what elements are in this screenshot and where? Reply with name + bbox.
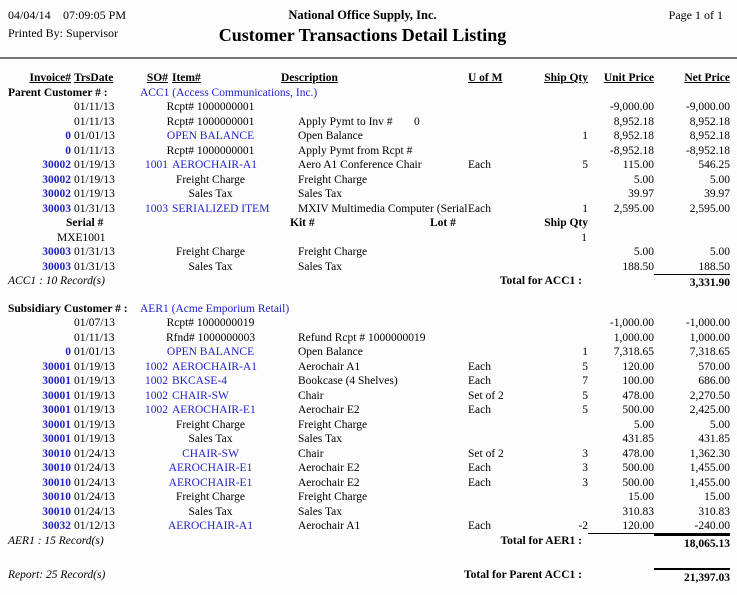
cell-netprice: 2,425.00 (689, 404, 730, 416)
cell-description: Apply Pymt to Inv # 0 (298, 115, 420, 128)
transaction-row (8, 316, 737, 331)
cell-uofm: Each (468, 476, 491, 489)
customer-id: AER1 (Acme Emporium Retail) (140, 302, 290, 315)
cell-description: Refund Rcpt # 1000000019 (298, 331, 426, 344)
cell-trsdate: 01/19/13 (74, 159, 115, 171)
group-total-amount: 18,065.13 (654, 534, 730, 552)
cell-invoice (8, 100, 71, 115)
cell-invoice: 30003 (42, 260, 71, 273)
transaction-groups (8, 86, 737, 549)
cell-netprice: 686.00 (698, 375, 730, 387)
cell-item: Rcpt# 1000000001 (166, 115, 255, 128)
cell-netprice: 310.83 (698, 505, 730, 518)
cell-trsdate: 01/01/13 (74, 346, 115, 358)
group-record-count: ACC1 : 10 Record(s) (8, 275, 105, 287)
cell-description: Aerochair E2 (298, 462, 360, 474)
cell-shipqty: 5 (582, 404, 588, 416)
transaction-row (8, 447, 737, 462)
transaction-row (8, 144, 737, 159)
cell-item: BKCASE-4 (172, 375, 227, 387)
cell-unitprice: -9,000.00 (609, 101, 654, 113)
cell-invoice: 30010 (42, 476, 71, 489)
cell-uofm: Each (468, 404, 491, 416)
cell-item: Rcpt# 1000000001 (166, 101, 255, 113)
transaction-row (8, 245, 737, 260)
cell-trsdate: 01/19/13 (74, 173, 115, 186)
cell-unitprice: 5.00 (633, 418, 654, 431)
cell-uofm (468, 316, 524, 331)
cell-item: OPEN BALANCE (166, 130, 255, 142)
report-footer-row (8, 568, 737, 583)
cell-uofm (468, 505, 524, 520)
cell-unitprice: 100.00 (622, 375, 654, 387)
cell-unitprice: 188.50 (622, 260, 654, 273)
cell-shipqty (524, 432, 588, 447)
cell-item: AEROCHAIR-A1 (168, 520, 253, 532)
cell-uofm (468, 432, 524, 447)
cell-description: MXIV Multimedia Computer (Serial (298, 202, 468, 215)
transaction-row (8, 100, 737, 115)
cell-netprice: 188.50 (698, 260, 730, 273)
cell-netprice: -8,952.18 (685, 144, 730, 157)
cell-trsdate: 01/11/13 (74, 115, 115, 128)
cell-uofm: Set of 2 (468, 447, 504, 460)
col-invoice: Invoice# (29, 72, 71, 84)
transaction-row (8, 476, 737, 491)
cell-shipqty (524, 245, 588, 260)
transaction-row (8, 360, 737, 375)
cell-invoice: 30002 (42, 159, 71, 171)
transaction-row (8, 374, 737, 389)
cell-uofm: Each (468, 375, 491, 387)
cell-item: OPEN BALANCE (166, 346, 255, 358)
cell-trsdate: 01/31/13 (74, 202, 115, 215)
cell-unitprice: 500.00 (622, 476, 654, 489)
cell-shipqty (524, 418, 588, 433)
cell-unitprice: 500.00 (622, 462, 654, 474)
cell-netprice: -240.00 (654, 519, 730, 534)
cell-trsdate: 01/24/13 (74, 491, 115, 503)
cell-item: AEROCHAIR-E1 (168, 476, 253, 489)
report-total-amount: 21,397.03 (654, 568, 730, 586)
transaction-row (8, 115, 737, 130)
cell-description: Aerochair A1 (298, 520, 361, 532)
cell-shipqty (524, 505, 588, 520)
cell-shipqty (524, 331, 588, 346)
cell-invoice: 0 (65, 144, 71, 157)
transaction-row (8, 505, 737, 520)
report-header (8, 0, 737, 71)
cell-so: 1003 (145, 202, 168, 215)
cell-unitprice: 2,595.00 (613, 202, 654, 215)
cell-unitprice: 1,000.00 (613, 331, 654, 344)
cell-netprice: 5.00 (709, 418, 730, 431)
cell-unitprice: 431.85 (622, 433, 654, 445)
customer-type-label: Parent Customer # : (8, 86, 108, 99)
report-record-count: Report: 25 Record(s) (8, 569, 106, 581)
customer-type-label: Subsidiary Customer # : (8, 302, 128, 315)
cell-trsdate: 01/12/13 (74, 520, 115, 532)
cell-description: Chair (298, 447, 324, 460)
cell-shipqty: 3 (582, 462, 588, 474)
customer-group (8, 302, 737, 549)
cell-uofm: Each (468, 462, 491, 474)
cell-so: 1001 (145, 159, 168, 171)
column-header-row (8, 71, 737, 86)
cell-description-extra: 0 (414, 115, 420, 128)
cell-shipqty: 1 (582, 202, 588, 215)
cell-description: Aerochair A1 (298, 360, 361, 373)
group-total-value (582, 534, 730, 549)
serial-shipqty-value: 1 (581, 231, 587, 244)
cell-so: 1002 (145, 360, 168, 373)
cell-netprice: 1,000.00 (689, 331, 730, 344)
cell-shipqty (524, 173, 588, 188)
report-total-label: Total for Parent ACC1 : (464, 569, 582, 581)
cell-invoice: 30002 (42, 188, 71, 200)
cell-so: 1002 (145, 404, 168, 416)
cell-description (298, 100, 468, 115)
cell-invoice: 30003 (42, 246, 71, 258)
cell-uofm (468, 418, 524, 433)
cell-invoice (8, 115, 71, 130)
cell-shipqty: -2 (578, 520, 588, 532)
cell-shipqty: 3 (582, 476, 588, 489)
cell-description: Sales Tax (298, 260, 343, 273)
cell-invoice: 30010 (42, 462, 71, 474)
cell-item: Rfnd# 1000000003 (165, 331, 256, 344)
cell-invoice: 30002 (42, 173, 71, 186)
company-name: National Office Supply, Inc. (288, 8, 437, 22)
cell-shipqty (524, 187, 588, 202)
cell-netprice: 570.00 (698, 360, 730, 373)
report-total-value (582, 568, 730, 583)
cell-shipqty: 5 (582, 389, 588, 402)
col-uofm: U of M (468, 72, 503, 84)
cell-unitprice: 115.00 (622, 159, 654, 171)
cell-trsdate: 01/24/13 (74, 476, 115, 489)
cell-trsdate: 01/19/13 (74, 360, 115, 373)
cell-invoice: 30003 (42, 202, 71, 215)
cell-description: Freight Charge (298, 173, 368, 186)
cell-shipqty: 5 (582, 360, 588, 373)
cell-item: Rcpt# 1000000019 (166, 317, 255, 329)
cell-netprice: 1,455.00 (689, 462, 730, 474)
cell-trsdate: 01/01/13 (74, 130, 115, 142)
group-total-row (8, 534, 737, 549)
transaction-row (8, 519, 737, 534)
group-record-count: AER1 : 15 Record(s) (8, 534, 104, 547)
cell-shipqty (524, 144, 588, 159)
cell-item: Rcpt# 1000000001 (166, 144, 255, 157)
transaction-row (8, 173, 737, 188)
cell-uofm (468, 144, 524, 159)
cell-uofm (468, 115, 524, 130)
transaction-row (8, 331, 737, 346)
transaction-row (8, 129, 737, 144)
customer-id: ACC1 (Access Communications, Inc.) (140, 86, 318, 99)
group-header-row (8, 86, 737, 101)
cell-invoice: 30032 (42, 520, 71, 532)
cell-description: Aerochair E2 (298, 476, 360, 489)
cell-item: CHAIR-SW (182, 447, 239, 460)
cell-unitprice: 5.00 (633, 246, 654, 258)
col-description: Description (281, 72, 338, 84)
transaction-row (8, 187, 737, 202)
page-indicator: Page 1 of 1 (668, 8, 723, 22)
cell-shipqty (524, 115, 588, 130)
cell-so: 1002 (145, 389, 168, 402)
cell-trsdate: 01/19/13 (74, 389, 115, 402)
transaction-row (8, 345, 737, 360)
cell-netprice: 5.00 (709, 246, 730, 258)
cell-shipqty: 1 (582, 346, 588, 358)
report-date: 04/04/14 (8, 8, 51, 22)
transaction-row (8, 432, 737, 447)
cell-netprice: 2,595.00 (689, 202, 730, 215)
cell-so: 1002 (145, 375, 168, 387)
serial-shipqty-label: Ship Qty (544, 217, 588, 229)
transaction-row (8, 403, 737, 418)
cell-unitprice: -1,000.00 (609, 317, 654, 329)
cell-uofm (468, 173, 524, 188)
cell-description (298, 316, 468, 331)
cell-trsdate: 01/24/13 (74, 505, 115, 518)
cell-description: Freight Charge (298, 491, 368, 503)
cell-item: AEROCHAIR-E1 (172, 404, 256, 416)
cell-invoice: 30010 (42, 447, 71, 460)
cell-trsdate: 01/07/13 (74, 317, 115, 329)
cell-trsdate: 01/19/13 (74, 188, 115, 200)
cell-invoice: 0 (65, 130, 71, 142)
transaction-row (8, 389, 737, 404)
cell-description: Aerochair E2 (298, 404, 360, 416)
transaction-row (8, 490, 737, 505)
cell-unitprice: 39.97 (628, 188, 654, 200)
cell-description: Apply Pymt from Rcpt # (298, 144, 413, 157)
serial-number-value: MXE1001 (57, 231, 106, 244)
cell-item: Sales Tax (188, 260, 233, 273)
cell-invoice: 30001 (42, 433, 71, 445)
cell-netprice: 8,952.18 (689, 115, 730, 128)
transaction-row (8, 418, 737, 433)
cell-trsdate: 01/24/13 (74, 462, 115, 474)
cell-uofm (468, 260, 524, 275)
cell-unitprice: -8,952.18 (609, 144, 654, 157)
cell-uofm (468, 245, 524, 260)
serial-values-row (8, 231, 737, 246)
cell-item: AEROCHAIR-A1 (172, 159, 257, 171)
cell-netprice: 39.97 (704, 188, 730, 200)
report-time: 07:09:05 PM (63, 8, 127, 22)
cell-invoice: 30001 (42, 360, 71, 373)
cell-description: Sales Tax (298, 188, 343, 200)
col-unitprice: Unit Price (603, 72, 654, 84)
cell-unitprice: 15.00 (628, 491, 654, 503)
cell-invoice: 30001 (42, 389, 71, 402)
cell-trsdate: 01/19/13 (74, 375, 115, 387)
cell-invoice: 30001 (42, 404, 71, 416)
cell-unitprice: 478.00 (622, 389, 654, 402)
cell-unitprice: 120.00 (588, 519, 654, 534)
transaction-row (8, 158, 737, 173)
col-item: Item# (172, 72, 201, 84)
cell-netprice: 5.00 (709, 173, 730, 186)
group-total-amount: 3,331.90 (654, 274, 730, 291)
cell-netprice: 431.85 (698, 433, 730, 445)
cell-uofm (468, 187, 524, 202)
cell-netprice: 1,362.30 (689, 447, 730, 460)
cell-shipqty: 1 (582, 130, 588, 142)
lot-number-label: Lot # (430, 217, 456, 229)
cell-description: Freight Charge (298, 246, 368, 258)
cell-description: Open Balance (298, 346, 363, 358)
cell-unitprice: 500.00 (622, 404, 654, 416)
cell-uofm (468, 490, 524, 505)
cell-description: Aero A1 Conference Chair (298, 159, 422, 171)
cell-shipqty: 7 (582, 375, 588, 387)
cell-description: Sales Tax (298, 505, 343, 518)
cell-description: Freight Charge (298, 418, 368, 431)
transaction-row (8, 202, 737, 217)
cell-shipqty: 3 (582, 447, 588, 460)
serial-number-label: Serial # (66, 217, 104, 229)
group-total-value (582, 274, 730, 289)
cell-item: Freight Charge (175, 418, 246, 431)
cell-netprice: 15.00 (704, 491, 730, 503)
cell-item: SERIALIZED ITEM (172, 202, 270, 215)
transaction-row (8, 260, 737, 275)
group-total-label: Total for ACC1 : (499, 275, 582, 287)
group-total-label: Total for AER1 : (500, 534, 582, 547)
cell-item: AEROCHAIR-A1 (172, 360, 257, 373)
cell-trsdate: 01/11/13 (74, 144, 115, 157)
cell-item: Freight Charge (175, 173, 246, 186)
cell-shipqty (524, 100, 588, 115)
report-title: Customer Transactions Detail Listing (218, 25, 507, 45)
serial-labels-row (8, 216, 737, 231)
cell-netprice: 1,455.00 (689, 476, 730, 489)
cell-trsdate: 01/19/13 (74, 404, 115, 416)
cell-trsdate: 01/19/13 (74, 418, 115, 431)
cell-unitprice: 5.00 (633, 173, 654, 186)
cell-item: Sales Tax (188, 188, 233, 200)
cell-unitprice: 8,952.18 (613, 115, 654, 128)
cell-shipqty (524, 490, 588, 505)
cell-unitprice: 310.83 (622, 505, 654, 518)
cell-shipqty: 5 (582, 159, 588, 171)
cell-netprice: 546.25 (698, 159, 730, 171)
cell-item: AEROCHAIR-E1 (168, 462, 253, 474)
cell-item: Sales Tax (188, 433, 233, 445)
cell-item: Sales Tax (188, 505, 233, 518)
cell-description: Chair (298, 389, 324, 402)
cell-netprice: -9,000.00 (685, 101, 730, 113)
col-netprice: Net Price (684, 72, 730, 84)
cell-uofm: Each (468, 202, 491, 215)
cell-uofm (468, 331, 524, 346)
cell-unitprice: 120.00 (622, 360, 654, 373)
cell-uofm: Each (468, 159, 491, 171)
cell-uofm (468, 100, 524, 115)
printed-by: Printed By: Supervisor (8, 26, 118, 40)
cell-invoice: 30010 (42, 491, 71, 503)
cell-shipqty (524, 260, 588, 275)
customer-group (8, 86, 737, 289)
cell-uofm: Each (468, 360, 491, 373)
cell-trsdate: 01/24/13 (74, 447, 115, 460)
cell-invoice (8, 331, 71, 346)
cell-unitprice: 7,318.65 (613, 346, 654, 358)
cell-item: Freight Charge (175, 246, 246, 258)
group-header-row (8, 302, 737, 317)
cell-shipqty (524, 316, 588, 331)
cell-unitprice: 478.00 (622, 447, 654, 460)
transaction-row (8, 461, 737, 476)
col-trsdate: TrsDate (74, 72, 114, 84)
cell-netprice: 8,952.18 (689, 130, 730, 142)
cell-unitprice: 8,952.18 (613, 130, 654, 142)
cell-uofm (468, 129, 524, 144)
cell-invoice: 0 (65, 346, 71, 358)
cell-netprice: 2,270.50 (689, 389, 730, 402)
col-so: SO# (146, 72, 168, 84)
cell-netprice: -1,000.00 (685, 317, 730, 329)
header-divider (0, 57, 737, 59)
cell-description: Sales Tax (298, 433, 343, 445)
cell-description: Open Balance (298, 130, 363, 142)
cell-trsdate: 01/11/13 (74, 331, 115, 344)
kit-number-label: Kit # (290, 217, 315, 229)
cell-trsdate: 01/31/13 (74, 246, 115, 258)
cell-description: Bookcase (4 Shelves) (298, 375, 398, 387)
cell-netprice: 7,318.65 (689, 346, 730, 358)
cell-uofm: Each (468, 520, 491, 532)
cell-trsdate: 01/31/13 (74, 260, 115, 273)
cell-trsdate: 01/11/13 (74, 101, 115, 113)
cell-trsdate: 01/19/13 (74, 433, 115, 445)
cell-invoice: 30001 (42, 375, 71, 387)
cell-invoice: 30001 (42, 418, 71, 431)
cell-uofm: Set of 2 (468, 389, 504, 402)
group-total-row (8, 274, 737, 289)
col-shipqty: Ship Qty (544, 72, 588, 84)
cell-item: CHAIR-SW (172, 389, 229, 402)
cell-invoice (8, 316, 71, 331)
cell-uofm (468, 345, 524, 360)
cell-item: Freight Charge (175, 491, 246, 503)
cell-invoice: 30010 (42, 505, 71, 518)
